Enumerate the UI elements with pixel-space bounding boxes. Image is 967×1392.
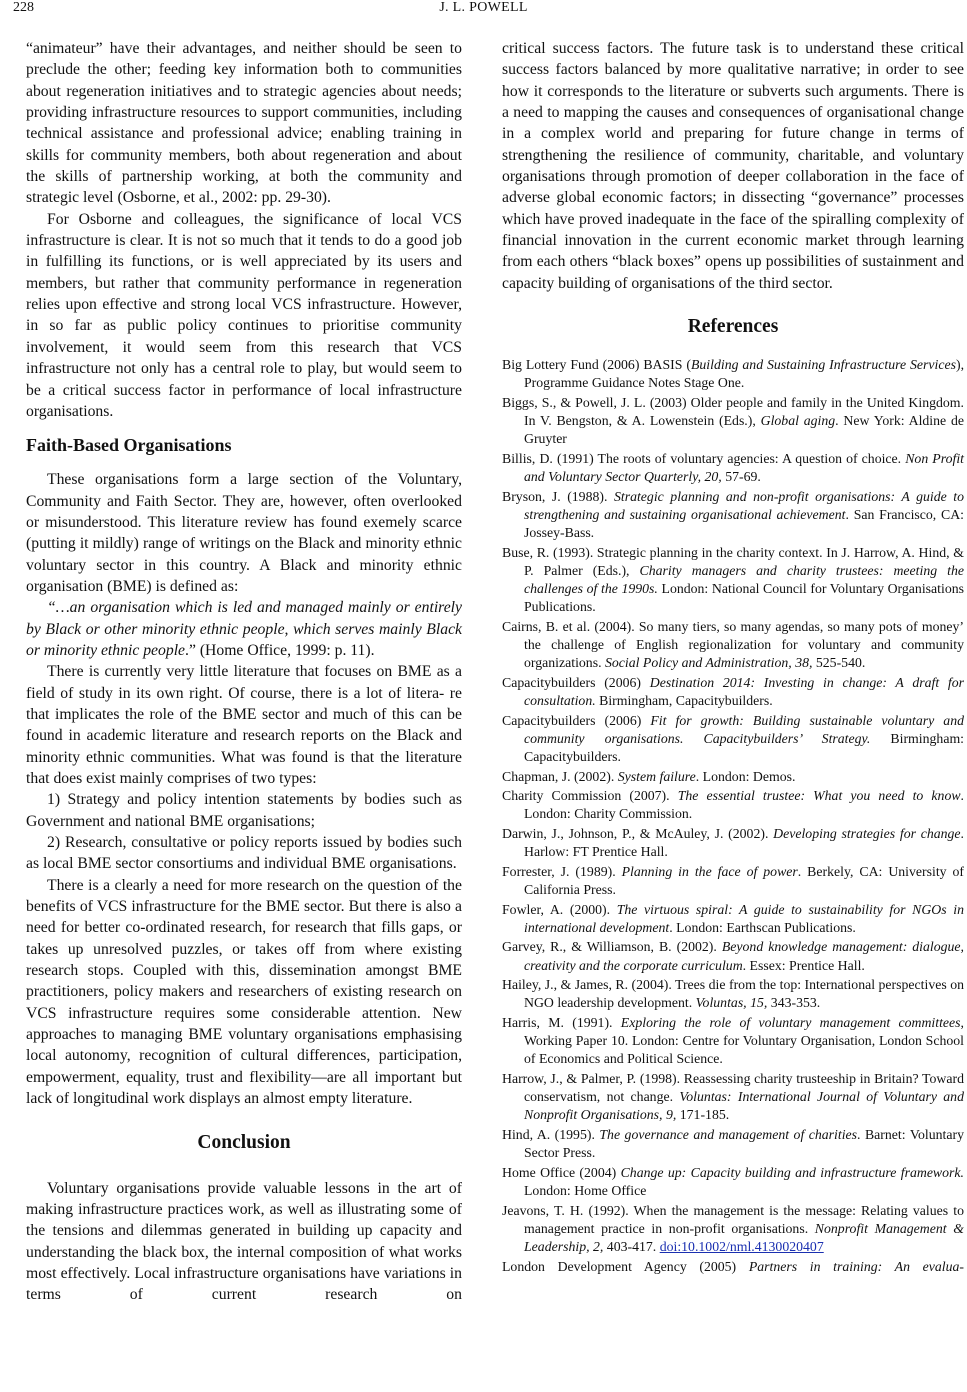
reference-title: System failure bbox=[617, 768, 696, 784]
reference-text: Darwin, J., Johnson, P., & McAuley, J. (2002). bbox=[502, 826, 774, 842]
quote-paragraph bbox=[26, 597, 462, 661]
reference-text: London Development Agency (2005) bbox=[502, 1258, 749, 1274]
reference-text: Capacitybuilders (2006) bbox=[502, 712, 651, 728]
reference-title: Voluntas: International Journal of Voluntary and Nonprofit Organisations, 9, bbox=[524, 1089, 964, 1123]
reference-text: ( bbox=[682, 357, 691, 373]
reference-text: Charity Commission (2007). bbox=[502, 788, 678, 804]
reference-text: 57-69. bbox=[721, 469, 761, 485]
reference-text: Birmingham, Capacitybuilders. bbox=[595, 692, 773, 708]
reference-title: Social Policy and Administration, 38, bbox=[604, 655, 813, 671]
references-heading: References bbox=[687, 316, 779, 338]
reference-text: . Harlow: FT Prentice Hall. bbox=[524, 826, 964, 860]
paragraph: Voluntary organisations provide valuable lessons in the art of making infrastructure practices work, as well as illustrating some of the tensions and dilemmas generated in building up capacity and understanding the black box, the internal composition of what works most effectively. Local infrastructure organisations have variations in terms of current research on bbox=[26, 1179, 462, 1304]
reference-text: Cairns, B. et al. (2004). So many tiers, so many agendas, so many pots of money’ the challenge of English regionalization for voluntary and community organizations. bbox=[502, 618, 964, 671]
reference-text: ), Programme Guidance Notes Stage One. bbox=[524, 357, 965, 391]
reference-text: London: National Council for Voluntary Organisations Publications. bbox=[524, 581, 964, 615]
reference-text: . Berkely, CA: University of California Press. bbox=[524, 863, 965, 897]
reference-title: Voluntas, 15, bbox=[695, 995, 768, 1011]
reference-text: . London: Charity Commission. bbox=[524, 788, 964, 822]
reference-text: Forrester, J. (1989). bbox=[502, 863, 622, 879]
reference-list bbox=[502, 356, 964, 1276]
paragraph: There is a clearly a need for more research on the question of the benefits of VCS infrastructure for the BME sector. But there is also a need for better co-ordinated research, for research that fills gaps, or takes up unresolved puzzles, or takes off from where existing research stops. Coupled with this, dissemination amongst BME practitioners, policy makers and researchers of existing research on VCS infrastructure requires some considerable attention. New approaches to managing BME voluntary organisations emphasising local autonomy, recognition of cultural differences, participation, empowerment, equality, trust and flexibility—are all important but lack of longitudinal work displays an almost empty literature. bbox=[26, 876, 462, 1108]
reference-entry bbox=[502, 618, 964, 672]
reference-text: Capacitybuilders (2006) bbox=[502, 674, 650, 690]
section-heading-conclusion: Conclusion bbox=[197, 1131, 291, 1153]
doi-link[interactable]: doi:10.1002/nml.4130020407 bbox=[659, 1238, 824, 1254]
page-number: 228 bbox=[13, 0, 34, 15]
reference-entry bbox=[502, 1070, 964, 1124]
paragraph: “animateur” have their advantages, and neither should be seen to preclude the other; feeding key information both to communities about regeneration initiatives and to strategic agencies about needs; providing infrastructure resources to support communities, including technical assistance and professional advice; enabling training in skills for community members, both about regeneration and about the skills of partnership working, at both the community and strategic level (Osborne, et al., 2002: pp. 29-30). bbox=[26, 40, 462, 207]
reference-title: Exploring the role of voluntary management committees bbox=[620, 1015, 961, 1031]
section-heading-faith-based: Faith-Based Organisations bbox=[26, 435, 232, 456]
reference-entry bbox=[502, 1258, 964, 1276]
reference-entry bbox=[502, 976, 964, 1012]
reference-entry bbox=[502, 394, 964, 448]
reference-entry bbox=[502, 768, 964, 786]
reference-entry bbox=[502, 488, 964, 542]
reference-title: Nonprofit Management & Leadership, 2, bbox=[524, 1220, 964, 1254]
paragraph: 1) Strategy and policy intention statements by bodies such as Government and national BME organisations; bbox=[26, 791, 462, 830]
reference-text: Birmingham: Capacitybuilders. bbox=[524, 730, 965, 764]
reference-entry bbox=[502, 901, 964, 937]
reference-text: Home Office (2004) bbox=[502, 1164, 621, 1180]
reference-entry bbox=[502, 1202, 964, 1256]
reference-text: London: Home Office bbox=[524, 1183, 647, 1198]
reference-title: Change up: Capacity building and infrastructure framework. bbox=[620, 1164, 964, 1180]
reference-text: Bryson, J. (1988). bbox=[502, 488, 614, 504]
reference-entry bbox=[502, 938, 964, 974]
reference-entry bbox=[502, 787, 964, 823]
reference-entry bbox=[502, 825, 964, 861]
reference-text: Jeavons, T. H. (1992). When the management is the message: Relating values to management practice in non-profit organisations. bbox=[502, 1202, 964, 1236]
reference-title: The governance and management of charities bbox=[599, 1127, 858, 1143]
reference-entry bbox=[502, 356, 964, 392]
reference-text: 171-185. bbox=[676, 1107, 730, 1123]
reference-text: Fowler, A. (2000). bbox=[502, 901, 617, 917]
reference-title: Destination 2014: Investing in change: A draft for consultation. bbox=[524, 674, 964, 708]
paragraph: 2) Research, consultative or policy reports issued by bodies such as local BME sector consortiums and individual BME organisations. bbox=[26, 834, 462, 873]
reference-title: Fit for growth: Building sustainable voluntary and community organisations. Capacitybuilders’ Strategy. bbox=[524, 712, 964, 746]
paragraph: These organisations form a large section of the Voluntary, Community and Faith Sector. They are, however, often overlooked or misunderstood. This literature review has found exemely scarce (putting it mildly) range of writings on the Black and minority ethnic voluntary sector in this country. A Black and minority ethnic organisation (BME) is defined as: bbox=[26, 471, 462, 595]
reference-title: Building and Sustaining Infrastructure Services bbox=[690, 357, 956, 373]
reference-text: Buse, R. (1993). Strategic planning in the charity context. In J. Harrow, A. Hind, & P. Palmer (Eds.), bbox=[502, 544, 964, 578]
quote-text: “…an organisation which is led and managed mainly or entirely by Black or other minority ethnic people, which serves mainly Black or minority ethnic people bbox=[26, 599, 462, 659]
paragraph: critical success factors. The future task is to understand these critical success factors balanced by more qualitative narrative; in order to see how it corresponds to the literature or subverts such arguments. There is a need to mapping the causes and consequences of organisational change in a complex world and preparing for future change in terms of strengthening the resilience of community, charitable, and voluntary organisations through promotion of deeper collaboration in the face of adverse global economic factors; in dissecting “governance” processes which have proved inadequate in the face of the spiralling complexity of financial innovation in the current economic market through learning from each others “black boxes” opens up possibilities of sustainment and capacity building of organisations of the third sector. bbox=[502, 40, 964, 292]
reference-entry bbox=[502, 674, 964, 710]
reference-title: The virtuous spiral: A guide to sustainability for NGOs in international development bbox=[524, 901, 964, 935]
reference-entry bbox=[502, 1014, 964, 1068]
right-column bbox=[502, 38, 964, 1277]
reference-text: 525-540. bbox=[812, 655, 866, 671]
reference-title: Developing strategies for change bbox=[773, 826, 961, 842]
reference-entry bbox=[502, 1164, 964, 1200]
reference-text: BASIS bbox=[643, 357, 683, 373]
reference-entry bbox=[502, 863, 964, 899]
reference-text: . Essex: Prentice Hall. bbox=[742, 957, 865, 973]
reference-entry bbox=[502, 712, 964, 766]
paragraph: For Osborne and colleagues, the significance of local VCS infrastructure is clear. It is not so much that it tends to do a good job in fulfilling its functions, or is well appreciated by its users and members, but rather that community performance in regeneration relies upon effective and strong local VCS infrastructure. However, in so far as public policy continues to prioritise community involvement, it would seem from this research that VCS infrastructure not only has a central role to play, but would seem to be a critical success factor in performance of local infrastructure organisations. bbox=[26, 210, 462, 420]
reference-text: Billis, D. (1991) The roots of voluntary agencies: A question of choice. bbox=[502, 450, 906, 466]
reference-text: Biggs, S., & Powell, J. L. (2003) Older people and family in the United Kingdom. In V. Bengston, & A. Lowenstein (Eds.), bbox=[502, 394, 964, 429]
reference-text: Big Lottery Fund (2006) bbox=[502, 357, 644, 373]
reference-title: Strategic planning and non-profit organisations: A guide to strengthening and sustaining organisational achievement bbox=[524, 488, 964, 522]
reference-text: 403-417. bbox=[603, 1238, 660, 1254]
reference-title: Global aging bbox=[760, 413, 836, 429]
reference-text: , Working Paper 10. London: Centre for Voluntary Organisation, London School of Economics and Political Science. bbox=[524, 1015, 964, 1067]
reference-title: Charity managers and charity trustees: meeting the challenges of the 1990s. bbox=[524, 562, 965, 596]
reference-title: Planning in the face of power bbox=[621, 863, 798, 879]
reference-title: Beyond knowledge management: dialogue, creativity and the corporate curriculum bbox=[524, 939, 965, 973]
reference-text: . London: Earthscan Publications. bbox=[669, 919, 856, 935]
reference-text: Harris, M. (1991). bbox=[502, 1015, 621, 1031]
reference-text: Garvey, R., & Williamson, B. (2002). bbox=[502, 939, 722, 955]
reference-title: The essential trustee: What you need to know bbox=[677, 788, 961, 804]
left-column bbox=[26, 38, 462, 1306]
reference-entry bbox=[502, 1126, 964, 1162]
reference-entry bbox=[502, 544, 964, 617]
reference-text: Harrow, J., & Palmer, P. (1998). Reassessing charity trusteeship in Britain? Toward conservatism, not change. bbox=[502, 1071, 964, 1105]
running-head: J. L. POWELL bbox=[439, 0, 528, 15]
reference-text: . London: Demos. bbox=[695, 768, 796, 784]
reference-title: Non Profit and Voluntary Sector Quarterly, 20, bbox=[524, 450, 964, 485]
reference-text: . Barnet: Voluntary Sector Press. bbox=[524, 1127, 964, 1161]
reference-text: Chapman, J. (2002). bbox=[502, 768, 618, 784]
quote-citation: .” (Home Office, 1999: p. 11). bbox=[185, 641, 375, 659]
reference-entry bbox=[502, 450, 964, 486]
reference-text: . New York: Aldine de Gruyter bbox=[524, 413, 964, 447]
reference-text: Hailey, J., & James, R. (2004). Trees die from the top: International perspectives on NGO leadership development. bbox=[502, 977, 964, 1011]
reference-title: Partners in training: An evalua- bbox=[748, 1258, 964, 1274]
reference-text: 343-353. bbox=[767, 995, 821, 1011]
reference-text: Hind, A. (1995). bbox=[502, 1127, 600, 1143]
paragraph: There is currently very little literature that focuses on BME as a field of study in its own right. Of course, there is a lot of litera- re that implicates the role of the BME sector and much of this can be found in academic literature and research reports on the Black and minority ethnic communities. What was found is that the literature that does exist mainly comprises of two types: bbox=[26, 663, 462, 787]
reference-text: . San Francisco, CA: Jossey-Bass. bbox=[524, 506, 964, 541]
